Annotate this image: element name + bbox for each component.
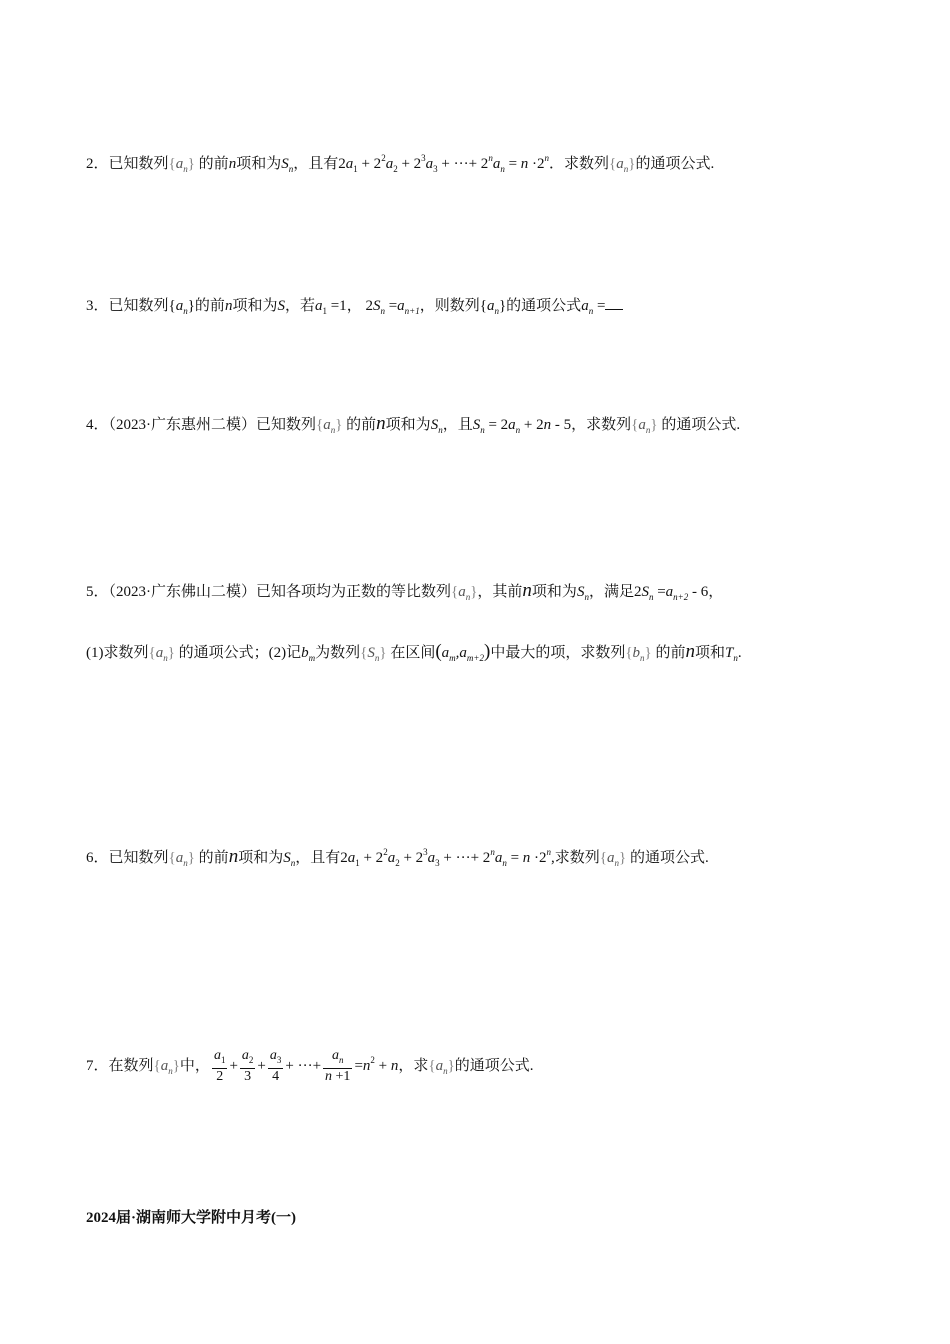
problem-3: 3．已知数列$\{a_n\}$的前n项和为S，若$a_1 =1$， $2S_n =a_{n+1}$，则数列$\{a_n\}$的通项公式$a_n$ =	[86, 294, 910, 323]
problem-6: 6．已知数列$\{a_n\}$ 的前n项和为$S_n$，且有$2a_1 + 2^2a_2 + 2^3a_3$ + ···+ $2^na_n = n \cdot 2^n$,求数列$\{a_n\}$ 的通项公式.	[86, 846, 709, 868]
problem-5-parts: (1)求数列$\{a_n\}$ 的通项公式；(2)记$b_m$为数列$\{S_n\}$ 在区间$(a_m,a_{m+2})$中最大的项，求数列$\{b_n\}$ 的前n项和$T_n$.	[86, 641, 742, 663]
problem-5: 5．（2023·广东佛山二模）已知各项均为正数的等比数列$\{a_n\}$，其前n项和为$S_n$，满足$2S_n =a_{n+2} - 6$，	[86, 580, 724, 602]
problem-7: 7．在数列$\{a_n\}$中， $\frac{a_1}{2}$ + $\frac{a_2}{3}$ + $\frac{a_3}{4}$ + ···+ $\frac{a_n}{n +1}$ $=n^2 + n$，求$\{a_n\}$的通项公式.	[86, 1048, 534, 1085]
problem-4: 4．（2023·广东惠州二模）已知数列$\{a_n\}$ 的前n项和为$S_n$，且$S_n = 2a_n + 2n - 5$，求数列$\{a_n\}$ 的通项公式.	[86, 413, 741, 435]
section-title: 2024届·湖南师大学附中月考(一)	[86, 1210, 296, 1226]
answer-blank[interactable]	[605, 295, 623, 310]
problem-2: 2．已知数列$\{a_n\}$ 的前n项和为$S_n$，且有$2a_1 + 2^2a_2 + 2^3a_3$ + ···+ $2^na_n = n \cdot 2^n$．求数列$\{a_n\}$的通项公式.	[86, 153, 715, 174]
